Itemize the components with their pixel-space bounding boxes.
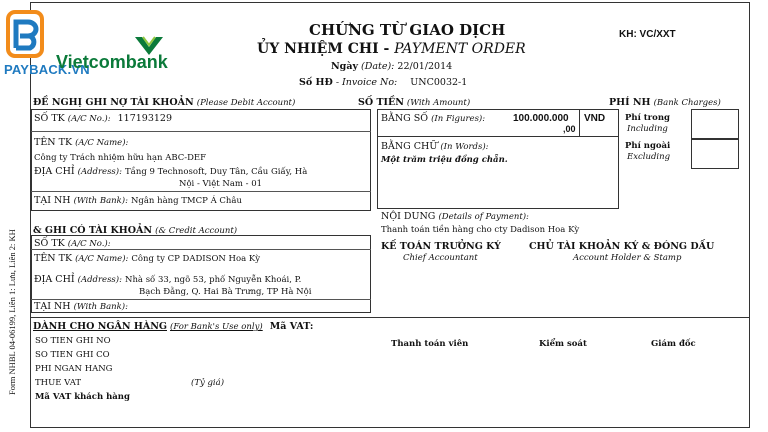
credit-bank: TẠI NH (With Bank):: [34, 301, 128, 312]
bank-use-heading: DÀNH CHO NGÂN HÀNG (For Bank's Use only) Mã VAT:: [33, 321, 314, 332]
date-line: Ngày (Date): 22/01/2014: [331, 61, 453, 72]
amount-words-label: BẰNG CHỮ (In Words):: [381, 141, 489, 152]
form-side-note: [2, 150, 22, 410]
form-code: KH: VC/XXT: [619, 29, 676, 40]
bank-row-credit-amount: SO TIEN GHI CO: [35, 350, 110, 360]
currency-label: VND: [584, 113, 606, 124]
amount-figures-value: 100.000.000: [513, 113, 569, 124]
charges-including-en: Including: [627, 124, 668, 134]
credit-heading: & GHI CÓ TÀI KHOẢN (& Credit Account): [33, 225, 238, 236]
details-value: Thanh toán tiền hàng cho cty Dadison Hoa Kỳ: [381, 225, 580, 235]
amount-figures-decimals: ,00: [563, 124, 576, 134]
credit-address-line2: Bạch Đằng, Q. Hai Bà Trưng, TP Hà Nội: [139, 287, 312, 297]
chief-accountant-signature: KẾ TOÁN TRƯỞNG KÝ: [381, 241, 501, 252]
bank-row-vat: THUE VAT: [35, 378, 82, 388]
charges-heading: PHÍ NH (Bank Charges): [609, 97, 721, 108]
debit-bank: TẠI NH (With Bank): Ngân hàng TMCP Á Châu: [34, 195, 242, 206]
amount-words-value: Một trăm triệu đồng chẵn.: [381, 155, 508, 165]
bank-row-debit-amount: SO TIEN GHI NO: [35, 336, 111, 346]
amount-heading: SỐ TIỀN (With Amount): [358, 97, 471, 108]
account-holder-signature: CHỦ TÀI KHOẢN KÝ & ĐÓNG DẤU: [529, 241, 715, 252]
debit-account-name: Công ty Trách nhiệm hữu hạn ABC-DEF: [34, 153, 207, 163]
charges-excluding-en: Excluding: [627, 152, 671, 162]
charges-excluding: Phí ngoài: [625, 141, 671, 151]
teller-signature: Thanh toán viên: [391, 339, 469, 349]
debit-address: ĐỊA CHỈ (Address): Tầng 9 Technosoft, Duy Tân, Cầu Giấy, Hà: [34, 166, 308, 177]
document-subtitle: ỦY NHIỆM CHI - PAYMENT ORDER: [257, 41, 526, 57]
debit-heading: ĐỀ NGHỊ GHI NỢ TÀI KHOẢN (Please Debit Account): [33, 97, 296, 108]
payback-logo-icon: [6, 10, 46, 58]
debit-account-name-label: TÊN TK (A/C Name):: [34, 137, 129, 148]
charges-including-checkbox[interactable]: [691, 109, 739, 139]
charges-including: Phí trong: [625, 113, 670, 123]
controller-signature: Kiểm soát: [539, 339, 587, 349]
details-heading: NỘI DUNG (Details of Payment):: [381, 211, 529, 222]
credit-account-name: TÊN TK (A/C Name): Công ty CP DADISON Hoa Kỳ: [34, 253, 261, 264]
credit-account-number: SỐ TK (A/C No.):: [34, 238, 111, 249]
debit-account-number: SỐ TK (A/C No.): 117193129: [34, 113, 173, 124]
document-title: CHỨNG TỪ GIAO DỊCH: [309, 21, 506, 39]
payback-brand-text: PAYBACK.VN: [4, 62, 90, 77]
form-code-text: Form NHBL 04-06199, Liên 1: Lưu, Liên 2: KH: [7, 229, 17, 395]
charges-excluding-checkbox[interactable]: [691, 139, 739, 169]
amount-figures-label: BẰNG SỐ (In Figures):: [381, 113, 486, 124]
director-signature: Giám đốc: [651, 339, 696, 349]
exchange-rate-label: (Tỷ giá): [191, 378, 225, 388]
bank-row-bank-fee: PHI NGAN HANG: [35, 364, 113, 374]
bank-row-customer-vat: Mã VAT khách hàng: [35, 392, 130, 402]
credit-address: ĐỊA CHỈ (Address): Nhà số 33, ngõ 53, phố Nguyễn Khoái, P.: [34, 274, 302, 285]
account-holder-en: Account Holder & Stamp: [573, 253, 682, 263]
invoice-line: Số HĐ - Invoice No: UNC0032-1: [299, 77, 468, 88]
chief-accountant-en: Chief Accountant: [403, 253, 478, 263]
vietcombank-logo-text: Vietcombank: [56, 52, 168, 72]
debit-address-line2: Nội - Việt Nam - 01: [179, 179, 263, 189]
